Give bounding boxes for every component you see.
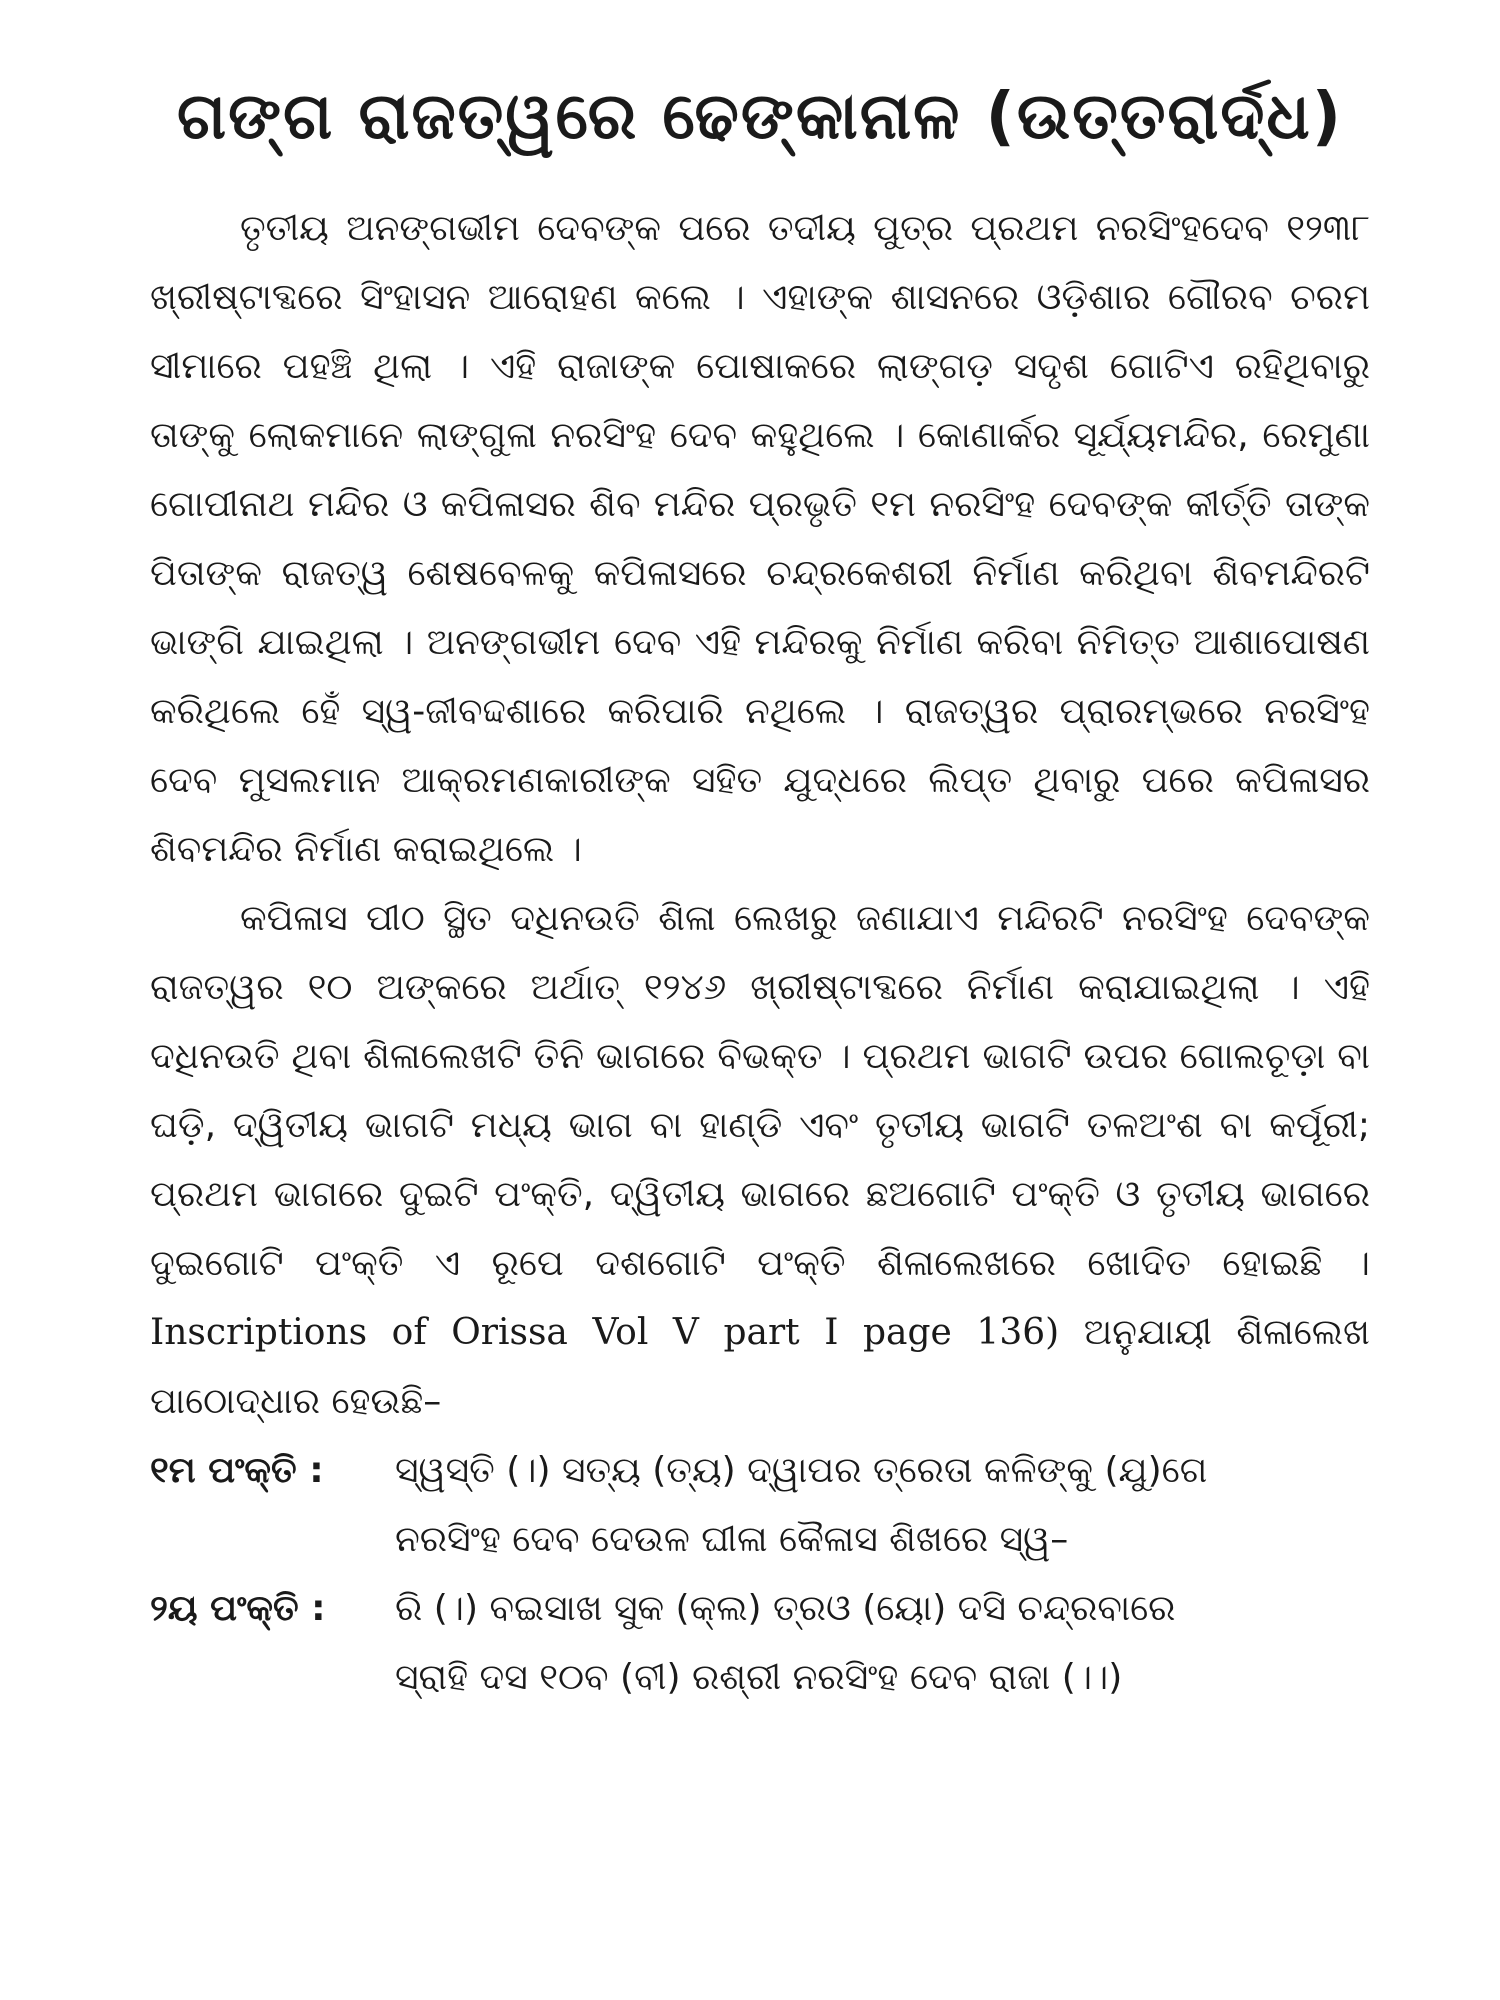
inscription-line-text-part: ରି (।) ବଇସାଖ ସୁକ (କ୍ଲ) ତ୍ରଓ (ୟୋ) ଦସି ଚନ୍ଦ୍ରବାରେ — [395, 1588, 1176, 1629]
inscription-line-1 — [150, 1436, 1370, 1574]
inscription-line-2 — [150, 1574, 1370, 1712]
inscription-line-label: ୧ମ ପଂକ୍ତି : — [150, 1450, 324, 1491]
citation-text: Inscriptions of Orissa Vol V part I page 136) — [150, 1312, 1060, 1353]
paragraph-2 — [150, 884, 1370, 1436]
inscription-line-text-part: ନରସିଂହ ଦେବ ଦେଉଳ ଘୀଳା କୈଳାସ ଶିଖରେ ସ୍ୱ– — [395, 1519, 1069, 1560]
inscription-lines — [150, 1436, 1370, 1712]
inscription-line-text-part: ସ୍ୱସ୍ତି (।) ସତ୍ୟ (ତ୍ୟ) ଦ୍ୱାପର ତ୍ରେତା କଳିଙ୍କୁ (ଯୁ)ଗେ — [395, 1450, 1208, 1491]
inscription-line-label: ୨ୟ ପଂକ୍ତି : — [150, 1588, 326, 1629]
inscription-line-text — [395, 1574, 1370, 1712]
paragraph-1: ତୃତୀୟ ଅନଙ୍ଗଭୀମ ଦେବଙ୍କ ପରେ ତଦୀୟ ପୁତ୍ର ପ୍ରଥମ ନରସିଂହଦେବ ୧୨୩୮ ଖ୍ରୀଷ୍ଟାବ୍ଦରେ ସିଂହାସନ ଆରୋହଣ କଲେ । ଏହାଙ୍କ ଶାସନରେ ଓଡ଼ିଶାର ଗୌରବ ଚରମ ସୀମାରେ ପହଞ୍ଚି ଥିଲା । ଏହି ରାଜାଙ୍କ ପୋଷାକରେ ଲାଙ୍ଗଡ଼ ସଦୃଶ ଗୋଟିଏ ରହିଥିବାରୁ ତାଙ୍କୁ ଲୋକମାନେ ଲାଙ୍ଗୁଳା ନରସିଂହ ଦେବ କହୁଥିଲେ । କୋଣାର୍କର ସୂର୍ଯ୍ୟମନ୍ଦିର, ରେମୁଣା ଗୋପୀନାଥ ମନ୍ଦିର ଓ କପିଳାସର ଶିବ ମନ୍ଦିର ପ୍ରଭୃତି ୧ମ ନରସିଂହ ଦେବଙ୍କ କୀର୍ତ୍ତି ତାଙ୍କ ପିତାଙ୍କ ରାଜତ୍ୱ ଶେଷବେଳକୁ କପିଳାସରେ ଚନ୍ଦ୍ରକେଶରୀ ନିର୍ମାଣ କରିଥିବା ଶିବମନ୍ଦିରଟି ଭାଙ୍ଗି ଯାଇଥିଲା । ଅନଙ୍ଗଭୀମ ଦେବ ଏହି ମନ୍ଦିରକୁ ନିର୍ମାଣ କରିବା ନିମିତ୍ତ ଆଶାପୋଷଣ କରିଥିଲେ ହେଁ ସ୍ୱ-ଜୀବଦ୍ଦଶାରେ କରିପାରି ନଥିଲେ । ରାଜତ୍ୱର ପ୍ରାରମ୍ଭରେ ନରସିଂହ ଦେବ ମୁସଲମାନ ଆକ୍ରମଣକାରୀଙ୍କ ସହିତ ଯୁଦ୍ଧରେ ଲିପ୍ତ ଥିବାରୁ ପରେ କପିଳାସର ଶିବମନ୍ଦିର ନିର୍ମାଣ କରାଇଥିଲେ । — [150, 208, 1370, 870]
document-title: ଗଙ୍ଗ ରାଜତ୍ୱରେ ଢେଙ୍କାନାଳ (ଉତ୍ତରାର୍ଦ୍ଧ) — [177, 80, 1343, 154]
paragraph-2-tail: ଅନୁଯାୟୀ ଶିଳାଲେଖ ପାଠୋଦ୍ଧାର ହେଉଛି– — [150, 1312, 1370, 1422]
paragraph-2-main: କପିଳାସ ପୀଠ ସ୍ଥିତ ଦଧିନଉତି ଶିଳା ଲେଖରୁ ଜଣାଯାଏ ମନ୍ଦିରଟି ନରସିଂହ ଦେବଙ୍କ ରାଜତ୍ୱର ୧୦ ଅଙ୍କରେ ଅର୍ଥାତ୍ ୧୨୪୬ ଖ୍ରୀଷ୍ଟାବ୍ଦରେ ନିର୍ମାଣ କରାଯାଇଥିଲା । ଏହି ଦଧିନଉତି ଥିବା ଶିଳାଲେଖଟି ତିନି ଭାଗରେ ବିଭକ୍ତ । ପ୍ରଥମ ଭାଗଟି ଉପର ଗୋଲଚୂଡ଼ା ବା ଘଡ଼ି, ଦ୍ୱିତୀୟ ଭାଗଟି ମଧ୍ୟ ଭାଗ ବା ହାଣ୍ଡି ଏବଂ ତୃତୀୟ ଭାଗଟି ତଳଅଂଶ ବା କର୍ପୂରୀ; ପ୍ରଥମ ଭାଗରେ ଦୁଇଟି ପଂକ୍ତି, ଦ୍ୱିତୀୟ ଭାଗରେ ଛଅଗୋଟି ପଂକ୍ତି ଓ ତୃତୀୟ ଭାଗରେ ଦୁଇଗୋଟି ପଂକ୍ତି ଏ ରୂପେ ଦଶଗୋଟି ପଂକ୍ତି ଶିଳାଲେଖରେ ଖୋଦିତ ହୋଇଛି । — [150, 898, 1370, 1284]
inscription-line-text — [395, 1436, 1370, 1574]
inscription-line-text-part: ସ୍ରାହି ଦସ ୧୦ବ (ବୀ) ରଶ୍ରୀ ନରସିଂହ ଦେବ ରାଜା (।।) — [395, 1657, 1123, 1698]
